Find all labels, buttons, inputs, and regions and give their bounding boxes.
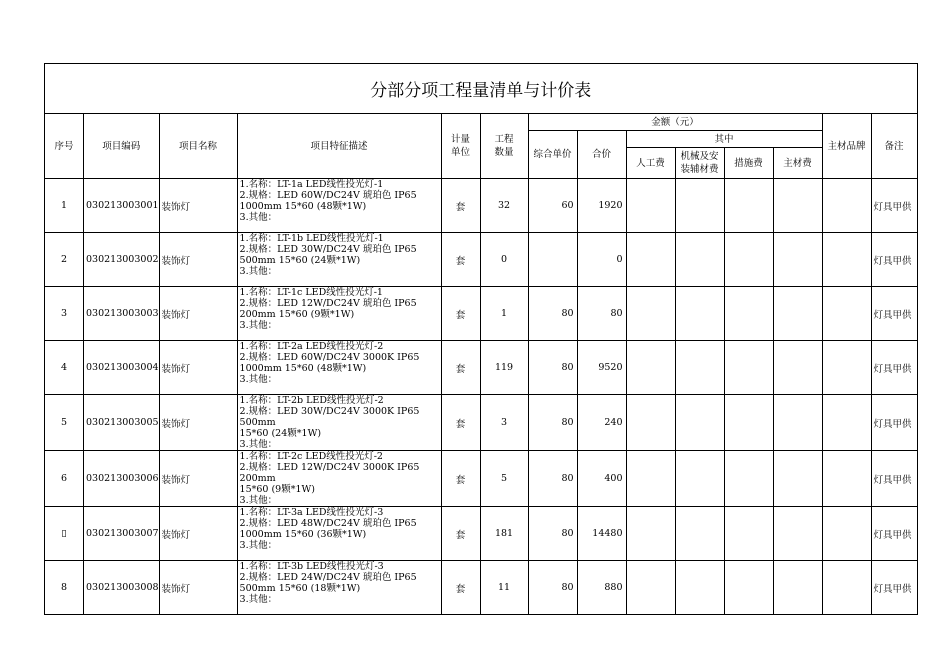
row-unit: 套 — [441, 561, 480, 615]
table-row — [45, 233, 918, 287]
table-row — [45, 561, 918, 615]
row-machine — [675, 179, 724, 233]
row-total: 80 — [577, 287, 626, 341]
row-unit: 套 — [441, 395, 480, 451]
row-material — [773, 451, 822, 507]
row-total: 14480 — [577, 507, 626, 561]
header-total: 合价 — [577, 131, 626, 179]
row-machine — [675, 507, 724, 561]
header-brand: 主材品牌 — [822, 114, 871, 179]
row-machine — [675, 451, 724, 507]
row-total: 0 — [577, 233, 626, 287]
row-measure — [724, 179, 773, 233]
quantity-price-table — [44, 63, 918, 615]
row-brand — [822, 287, 871, 341]
row-machine — [675, 561, 724, 615]
row-brand — [822, 233, 871, 287]
row-remark: 灯具甲供 — [871, 561, 917, 615]
table-row — [45, 287, 918, 341]
header-labor: 人工费 — [626, 148, 675, 179]
row-qty: 1 — [480, 287, 528, 341]
row-machine — [675, 395, 724, 451]
row-qty: 5 — [480, 451, 528, 507]
row-labor — [626, 233, 675, 287]
row-labor — [626, 507, 675, 561]
row-unit-price: 80 — [528, 561, 577, 615]
row-brand — [822, 451, 871, 507]
row-remark: 灯具甲供 — [871, 287, 917, 341]
row-desc: 1.名称：LT-3b LED线性投光灯-3 2.规格：LED 24W/DC24V 琥珀色 IP65 500mm 15*60 (18颗*1W) 3.其他： — [237, 561, 441, 615]
row-unit-price: 80 — [528, 507, 577, 561]
row-qty: 119 — [480, 341, 528, 395]
header-unit: 计量 单位 — [441, 114, 480, 179]
row-name: 装饰灯 — [159, 233, 237, 287]
header-qty: 工程 数量 — [480, 114, 528, 179]
row-remark: 灯具甲供 — [871, 451, 917, 507]
row-labor — [626, 341, 675, 395]
row-labor — [626, 395, 675, 451]
row-machine — [675, 341, 724, 395]
row-material — [773, 287, 822, 341]
row-code: 030213003006 — [84, 451, 160, 507]
header-unit-price: 综合单价 — [528, 131, 577, 179]
row-material — [773, 561, 822, 615]
bill-of-quantities-sheet — [44, 63, 918, 615]
table-row — [45, 179, 918, 233]
row-qty: 0 — [480, 233, 528, 287]
row-name: 装饰灯 — [159, 287, 237, 341]
header-amount: 金额（元） — [528, 114, 822, 131]
row-code: 030213003005 — [84, 395, 160, 451]
row-seq: 3 — [45, 287, 84, 341]
row-machine — [675, 287, 724, 341]
row-remark: 灯具甲供 — [871, 233, 917, 287]
row-name: 装饰灯 — [159, 341, 237, 395]
row-unit: 套 — [441, 233, 480, 287]
row-desc: 1.名称：LT-2b LED线性投光灯-2 2.规格：LED 30W/DC24V 3000K IP65 500mm 15*60 (24颗*1W) 3.其他： — [237, 395, 441, 451]
row-unit-price: 80 — [528, 395, 577, 451]
row-total: 1920 — [577, 179, 626, 233]
row-brand — [822, 179, 871, 233]
row-seq: ▯ — [45, 507, 84, 561]
header-name: 项目名称 — [159, 114, 237, 179]
header-seq: 序号 — [45, 114, 84, 179]
row-code: 030213003007 — [84, 507, 160, 561]
table-row — [45, 451, 918, 507]
row-total: 240 — [577, 395, 626, 451]
header-desc: 项目特征描述 — [237, 114, 441, 179]
row-seq: 6 — [45, 451, 84, 507]
header-measure: 措施费 — [724, 148, 773, 179]
row-unit-price — [528, 233, 577, 287]
row-measure — [724, 507, 773, 561]
row-material — [773, 341, 822, 395]
row-desc: 1.名称：LT-2c LED线性投光灯-2 2.规格：LED 12W/DC24V 3000K IP65 200mm 15*60 (9颗*1W) 3.其他： — [237, 451, 441, 507]
table-body — [45, 179, 918, 615]
row-name: 装饰灯 — [159, 179, 237, 233]
row-unit-price: 80 — [528, 341, 577, 395]
row-machine — [675, 233, 724, 287]
row-labor — [626, 561, 675, 615]
row-seq: 2 — [45, 233, 84, 287]
row-seq: 1 — [45, 179, 84, 233]
row-seq: 4 — [45, 341, 84, 395]
row-remark: 灯具甲供 — [871, 507, 917, 561]
row-name: 装饰灯 — [159, 507, 237, 561]
row-qty: 32 — [480, 179, 528, 233]
row-seq: 5 — [45, 395, 84, 451]
row-unit: 套 — [441, 507, 480, 561]
row-material — [773, 507, 822, 561]
table-row — [45, 341, 918, 395]
header-machine: 机械及安 装辅材费 — [675, 148, 724, 179]
row-qty: 181 — [480, 507, 528, 561]
row-labor — [626, 287, 675, 341]
row-unit-price: 80 — [528, 287, 577, 341]
header-code: 项目编码 — [84, 114, 160, 179]
row-seq: 8 — [45, 561, 84, 615]
header-remark: 备注 — [871, 114, 917, 179]
row-code: 030213003004 — [84, 341, 160, 395]
row-unit: 套 — [441, 341, 480, 395]
row-material — [773, 395, 822, 451]
row-code: 030213003002 — [84, 233, 160, 287]
row-total: 400 — [577, 451, 626, 507]
row-code: 030213003001 — [84, 179, 160, 233]
table-row — [45, 395, 918, 451]
row-measure — [724, 561, 773, 615]
row-remark: 灯具甲供 — [871, 395, 917, 451]
row-code: 030213003003 — [84, 287, 160, 341]
row-desc: 1.名称：LT-2a LED线性投光灯-2 2.规格：LED 60W/DC24V 3000K IP65 1000mm 15*60 (48颗*1W) 3.其他： — [237, 341, 441, 395]
row-remark: 灯具甲供 — [871, 179, 917, 233]
header-among: 其中 — [626, 131, 822, 148]
row-unit: 套 — [441, 287, 480, 341]
row-desc: 1.名称：LT-1b LED线性投光灯-1 2.规格：LED 30W/DC24V 琥珀色 IP65 500mm 15*60 (24颗*1W) 3.其他： — [237, 233, 441, 287]
row-labor — [626, 451, 675, 507]
row-unit-price: 80 — [528, 451, 577, 507]
row-measure — [724, 233, 773, 287]
row-measure — [724, 287, 773, 341]
row-code: 030213003008 — [84, 561, 160, 615]
row-measure — [724, 395, 773, 451]
row-measure — [724, 341, 773, 395]
row-desc: 1.名称：LT-3a LED线性投光灯-3 2.规格：LED 48W/DC24V 琥珀色 IP65 1000mm 15*60 (36颗*1W) 3.其他： — [237, 507, 441, 561]
row-qty: 11 — [480, 561, 528, 615]
header-material: 主材费 — [773, 148, 822, 179]
row-labor — [626, 179, 675, 233]
row-brand — [822, 395, 871, 451]
row-material — [773, 233, 822, 287]
row-total: 9520 — [577, 341, 626, 395]
row-unit: 套 — [441, 179, 480, 233]
row-desc: 1.名称：LT-1c LED线性投光灯-1 2.规格：LED 12W/DC24V 琥珀色 IP65 200mm 15*60 (9颗*1W) 3.其他： — [237, 287, 441, 341]
row-desc: 1.名称：LT-1a LED线性投光灯-1 2.规格：LED 60W/DC24V 琥珀色 IP65 1000mm 15*60 (48颗*1W) 3.其他： — [237, 179, 441, 233]
row-total: 880 — [577, 561, 626, 615]
row-remark: 灯具甲供 — [871, 341, 917, 395]
row-brand — [822, 507, 871, 561]
page-title: 分部分项工程量清单与计价表 — [45, 64, 918, 114]
row-unit-price: 60 — [528, 179, 577, 233]
row-name: 装饰灯 — [159, 395, 237, 451]
row-qty: 3 — [480, 395, 528, 451]
row-brand — [822, 341, 871, 395]
row-material — [773, 179, 822, 233]
row-brand — [822, 561, 871, 615]
row-name: 装饰灯 — [159, 451, 237, 507]
row-measure — [724, 451, 773, 507]
row-unit: 套 — [441, 451, 480, 507]
row-name: 装饰灯 — [159, 561, 237, 615]
table-row — [45, 507, 918, 561]
